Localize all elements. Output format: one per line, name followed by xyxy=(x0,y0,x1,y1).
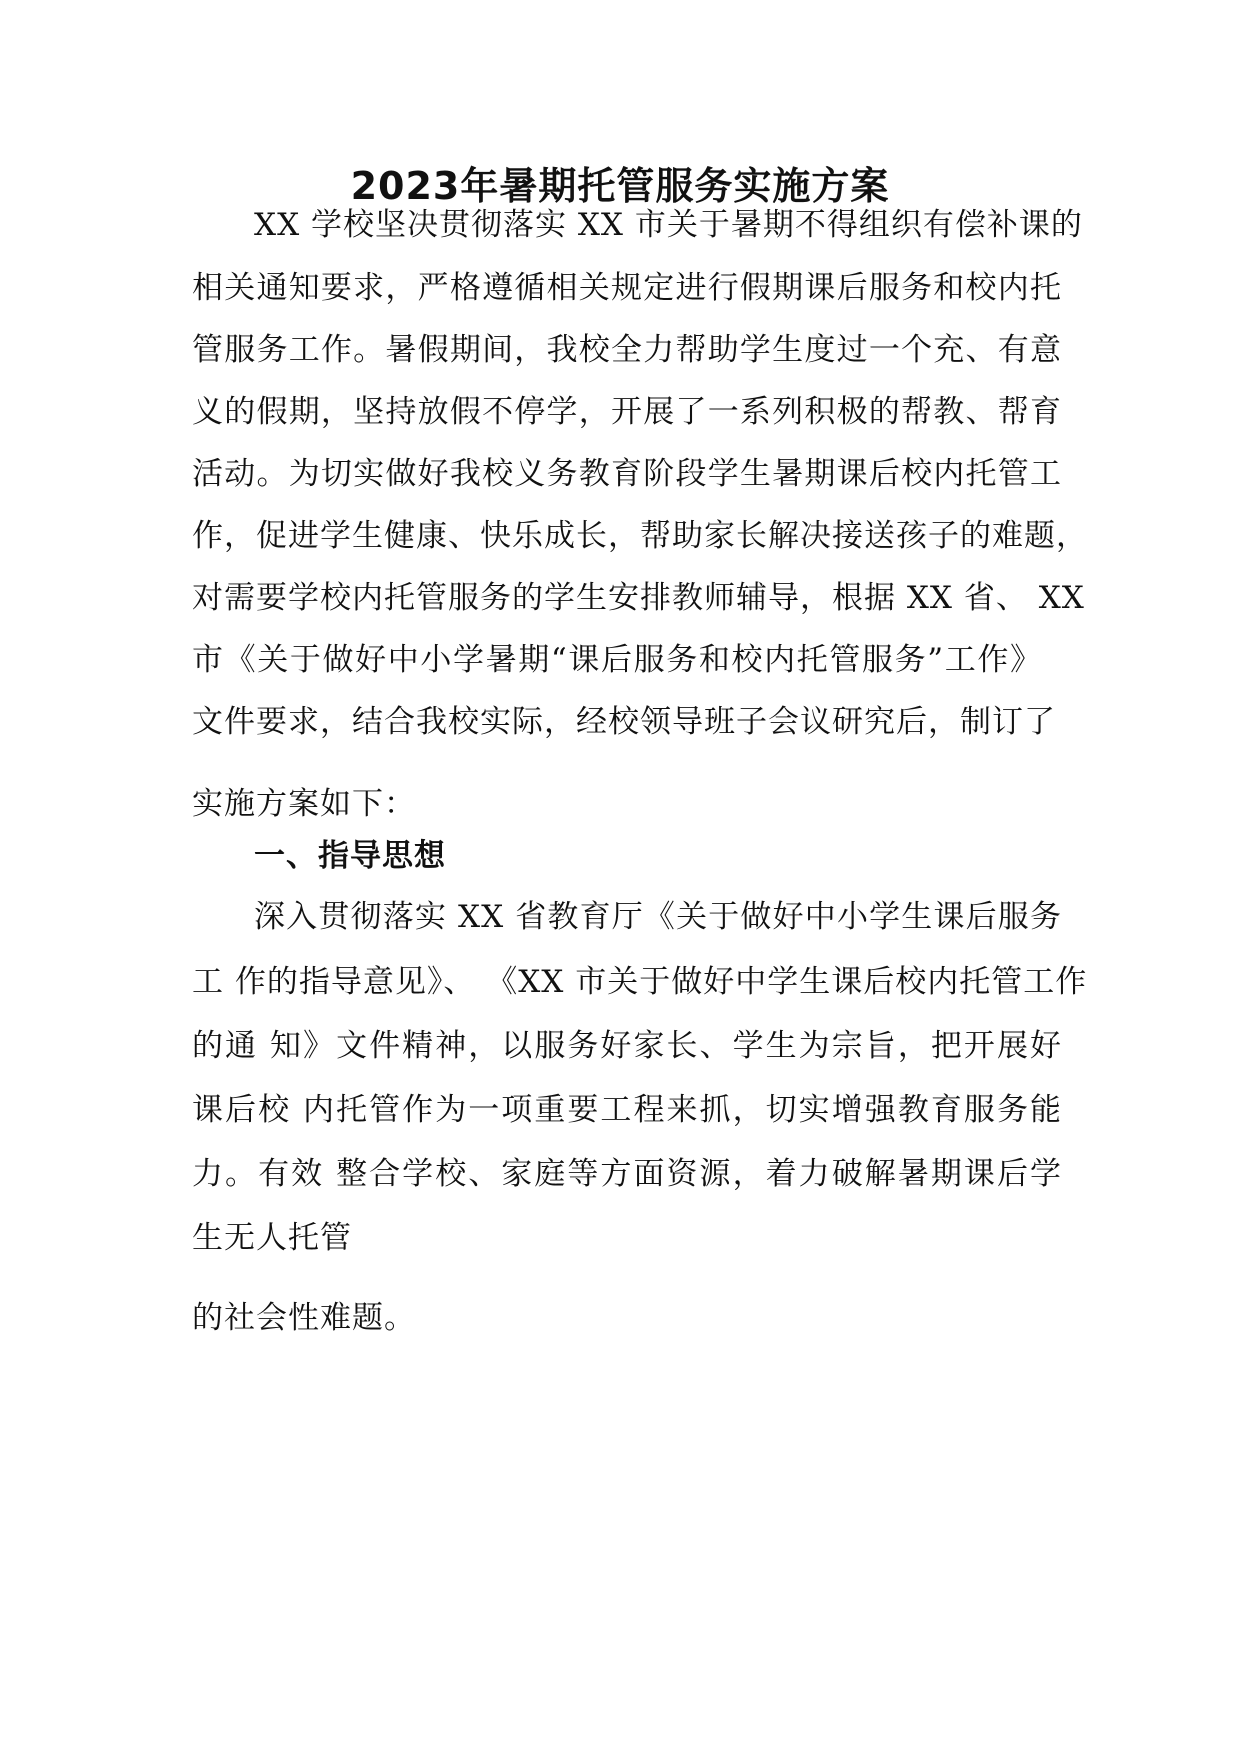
paragraph-line: 实施方案如下： xyxy=(192,786,416,822)
section-heading: 一、指导思想 xyxy=(254,838,446,874)
paragraph-line: 的社会性难题。 xyxy=(192,1300,416,1336)
paragraph-line: 工 作的指导意见》、 《XX 市关于做好中学生课后校内托管工作 xyxy=(192,964,1088,1000)
paragraph-line: 管服务工作。暑假期间，我校全力帮助学生度过一个充、有意 xyxy=(192,332,1062,368)
paragraph-line: 相关通知要求，严格遵循相关规定进行假期课后服务和校内托 xyxy=(192,270,1062,306)
paragraph-line: 义的假期，坚持放假不停学，开展了一系列积极的帮教、帮育 xyxy=(192,394,1062,430)
paragraph-line: 生无人托管 xyxy=(192,1220,352,1256)
paragraph-line: 深入贯彻落实 XX 省教育厅《关于做好中小学生课后服务 xyxy=(254,899,1062,935)
paragraph-line: 文件要求，结合我校实际，经校领导班子会议研究后，制订了 xyxy=(192,704,1056,740)
paragraph-line: 力。有效 整合学校、家庭等方面资源，着力破解暑期课后学 xyxy=(192,1156,1062,1192)
paragraph-line: 作，促进学生健康、快乐成长，帮助家长解决接送孩子的难题， xyxy=(192,518,1088,554)
document-title: 2023年暑期托管服务实施方案 xyxy=(350,164,890,208)
paragraph-line: XX 学校坚决贯彻落实 XX 市关于暑期不得组织有偿补课的 xyxy=(254,207,1083,243)
paragraph-line: 活动。为切实做好我校义务教育阶段学生暑期课后校内托管工 xyxy=(192,456,1062,492)
paragraph-line: 课后校 内托管作为一项重要工程来抓，切实增强教育服务能 xyxy=(192,1092,1062,1128)
paragraph-line: 对需要学校内托管服务的学生安排教师辅导，根据 XX 省、 XX xyxy=(192,580,1085,616)
paragraph-line: 市《关于做好中小学暑期“课后服务和校内托管服务”工作》 xyxy=(192,642,1042,678)
paragraph-line: 的通 知》文件精神，以服务好家长、学生为宗旨，把开展好 xyxy=(192,1028,1062,1064)
